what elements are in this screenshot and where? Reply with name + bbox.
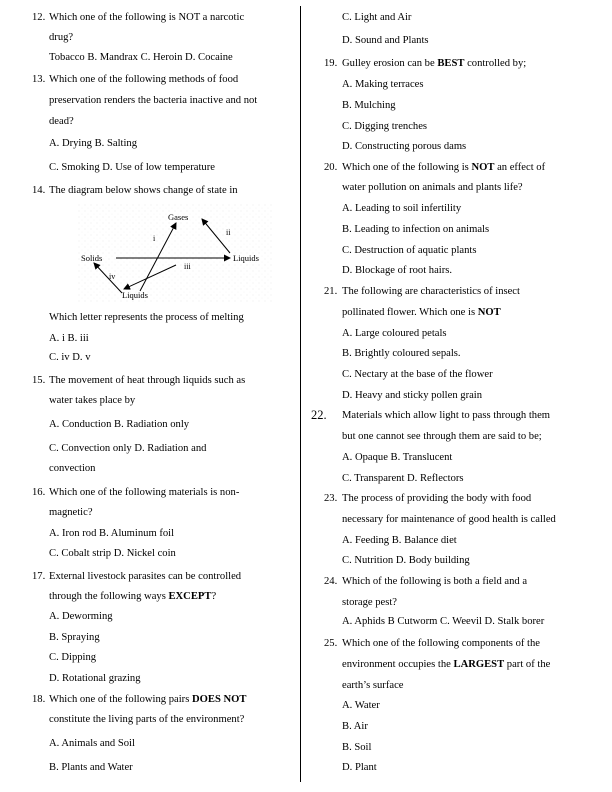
- text-run: an effect of: [494, 161, 546, 173]
- text-run: through the following ways: [49, 590, 169, 602]
- question-number: 16.: [32, 486, 46, 498]
- text-run: Which one of the following components of the: [342, 637, 540, 649]
- answer-option: [342, 554, 470, 567]
- answer-option: [342, 140, 466, 153]
- answer-option: [49, 137, 137, 150]
- answer-option: [49, 672, 141, 685]
- text-run: C. Convection only D. Radiation and: [49, 442, 207, 454]
- text-run: drug?: [49, 31, 74, 43]
- text-run: necessary for maintenance of good health is called: [342, 513, 556, 525]
- question-stem-line: [49, 31, 73, 44]
- emphasis-text: NOT: [477, 306, 501, 318]
- text-run: B. Mulching: [342, 99, 396, 111]
- label-arrow-ii: ii: [226, 228, 231, 237]
- question-stem-line: [49, 486, 239, 499]
- answer-option: [49, 161, 215, 174]
- answer-option: [342, 534, 457, 547]
- text-run: B. Air: [342, 720, 368, 732]
- question-number: 22.: [311, 407, 327, 422]
- text-run: C. Dipping: [49, 651, 97, 663]
- text-run: ?: [211, 590, 217, 602]
- text-run: A. Feeding B. Balance diet: [342, 534, 457, 546]
- answer-option: [49, 418, 189, 431]
- label-gases: Gases: [168, 212, 189, 222]
- text-run: water takes place by: [49, 394, 136, 406]
- question-stem-line: [342, 161, 545, 174]
- text-run: B. Leading to infection on animals: [342, 223, 490, 235]
- text-run: dead?: [49, 115, 74, 127]
- answer-option: [342, 202, 461, 215]
- text-run: A. Making terraces: [342, 78, 424, 90]
- text-run: B. Soil: [342, 741, 372, 753]
- answer-option: [342, 741, 371, 754]
- answer-option: [342, 451, 452, 464]
- label-solids: Solids: [81, 253, 103, 263]
- emphasis-text: EXCEPT: [168, 590, 212, 602]
- label-arrow-i: i: [153, 234, 156, 243]
- emphasis-text: BEST: [437, 57, 465, 69]
- text-run: Which one of the following is: [342, 161, 472, 173]
- question-stem-line: [49, 73, 238, 86]
- text-run: The following are characteristics of insect: [342, 285, 520, 297]
- text-run: A. Opaque B. Translucent: [342, 451, 453, 463]
- answer-option: [49, 332, 89, 345]
- text-run: Which one of the following pairs: [49, 693, 192, 705]
- text-run: D. Sound and Plants: [342, 34, 429, 46]
- label-liquids-right: Liquids: [233, 253, 259, 263]
- text-run: A. Water: [342, 699, 380, 711]
- question-number: 18.: [32, 693, 46, 705]
- text-run: C. Transparent D. Reflectors: [342, 472, 464, 484]
- label-arrow-iii: iii: [184, 262, 191, 271]
- question-stem-line: [49, 506, 93, 519]
- question-stem-line: [49, 311, 244, 324]
- question-number: 20.: [324, 161, 338, 173]
- label-arrow-iv: iv: [109, 272, 116, 281]
- answer-option: [49, 442, 206, 455]
- question-stem-line: [342, 596, 397, 609]
- text-run: A. Deworming: [49, 610, 113, 622]
- label-liquids-bottom: Liquids: [122, 290, 148, 300]
- text-run: Which of the following is both a field and a: [342, 575, 528, 587]
- question-stem-line: [49, 11, 244, 24]
- question-number: 23.: [324, 492, 338, 504]
- answer-option: [49, 351, 91, 364]
- text-run: D. Blockage of root hairs.: [342, 264, 453, 276]
- states-of-matter-diagram: [78, 203, 272, 303]
- text-run: Which letter represents the process of melting: [49, 311, 244, 323]
- question-stem-line: [342, 658, 550, 671]
- question-stem-line: [49, 94, 257, 107]
- question-stem-line: [342, 430, 542, 443]
- text-run: A. Leading to soil infertility: [342, 202, 462, 214]
- text-run: C. Smoking D. Use of low temperature: [49, 161, 215, 173]
- emphasis-text: DOES NOT: [191, 693, 247, 705]
- text-run: A. Aphids B Cutworm C. Weevil D. Stalk borer: [342, 615, 545, 627]
- answer-option: [342, 34, 429, 47]
- text-run: C. Nectary at the base of the flower: [342, 368, 493, 380]
- answer-option: [342, 368, 493, 381]
- question-stem-line: [49, 394, 135, 407]
- question-stem-line: [49, 693, 246, 706]
- answer-option: [49, 51, 233, 64]
- question-stem-line: [342, 637, 540, 650]
- question-stem-line: [342, 181, 523, 194]
- text-run: earth’s surface: [342, 679, 404, 691]
- question-number: 15.: [32, 374, 46, 386]
- text-run: but one cannot see through them are said to be;: [342, 430, 542, 442]
- text-run: D. Plant: [342, 761, 377, 773]
- text-run: environment occupies the: [342, 658, 454, 670]
- text-run: controlled by;: [464, 57, 527, 69]
- text-run: A. Large coloured petals: [342, 327, 447, 339]
- question-stem-line: [342, 575, 527, 588]
- answer-option: [49, 462, 95, 475]
- answer-option: [49, 547, 176, 560]
- text-run: B. Brightly coloured sepals.: [342, 347, 461, 359]
- text-run: External livestock parasites can be controlled: [49, 570, 242, 582]
- question-stem-line: [49, 570, 241, 583]
- text-run: Which one of the following is NOT a narcotic: [49, 11, 245, 23]
- text-run: preservation renders the bacteria inactive and not: [49, 94, 258, 106]
- question-stem-line: [342, 513, 556, 526]
- question-stem-line: [342, 285, 520, 298]
- question-number: 19.: [324, 57, 338, 69]
- text-run: A. Drying B. Salting: [49, 137, 137, 149]
- question-number: 24.: [324, 575, 338, 587]
- answer-option: [342, 472, 464, 485]
- answer-option: [342, 244, 476, 257]
- answer-option: [49, 527, 174, 540]
- text-run: A. i B. iii: [49, 332, 89, 344]
- answer-option: [342, 389, 482, 402]
- column-divider: [300, 6, 301, 782]
- text-run: constitute the living parts of the environment?: [49, 713, 245, 725]
- question-stem-line: [342, 492, 531, 505]
- answer-option: [342, 347, 461, 360]
- text-run: D. Constructing porous dams: [342, 140, 467, 152]
- answer-option: [342, 761, 377, 774]
- text-run: C. iv D. v: [49, 351, 91, 363]
- answer-option: [342, 78, 423, 91]
- answer-option: [342, 120, 427, 133]
- answer-option: [342, 327, 447, 340]
- answer-option: [342, 223, 489, 236]
- text-run: D. Rotational grazing: [49, 672, 141, 684]
- text-run: pollinated flower. Which one is: [342, 306, 478, 318]
- text-run: B. Spraying: [49, 631, 100, 643]
- answer-option: [342, 264, 452, 277]
- text-run: C. Cobalt strip D. Nickel coin: [49, 547, 176, 559]
- answer-option: [342, 99, 396, 112]
- question-stem-line: [49, 374, 245, 387]
- text-run: Gulley erosion can be: [342, 57, 438, 69]
- answer-option: [49, 610, 113, 623]
- text-run: A. Iron rod B. Aluminum foil: [49, 527, 175, 539]
- answer-option: [49, 651, 96, 664]
- emphasis-text: NOT: [471, 161, 495, 173]
- question-stem-line: [49, 184, 238, 197]
- text-run: The process of providing the body with food: [342, 492, 532, 504]
- text-run: part of the: [504, 658, 551, 670]
- text-run: B. Plants and Water: [49, 761, 133, 773]
- text-run: water pollution on animals and plants life?: [342, 181, 523, 193]
- question-stem-line: [342, 306, 501, 319]
- answer-option: [342, 615, 544, 628]
- answer-option: [342, 11, 411, 24]
- question-number: 25.: [324, 637, 338, 649]
- question-stem-line: [49, 115, 74, 128]
- question-number: 17.: [32, 570, 46, 582]
- text-run: convection: [49, 462, 96, 474]
- answer-option: [49, 737, 135, 750]
- answer-option: [49, 631, 100, 644]
- text-run: C. Nutrition D. Body building: [342, 554, 470, 566]
- text-run: C. Light and Air: [342, 11, 412, 23]
- question-stem-line: [49, 590, 216, 603]
- question-number: 12.: [32, 11, 46, 23]
- text-run: magnetic?: [49, 506, 93, 518]
- question-stem-line: [342, 57, 526, 70]
- text-run: A. Conduction B. Radiation only: [49, 418, 190, 430]
- text-run: Which one of the following methods of food: [49, 73, 239, 85]
- emphasis-text: LARGEST: [453, 658, 505, 670]
- question-stem-line: [49, 713, 244, 726]
- text-run: The diagram below shows change of state in: [49, 184, 238, 196]
- question-number: 13.: [32, 73, 46, 85]
- text-run: The movement of heat through liquids such as: [49, 374, 246, 386]
- question-stem-line: [342, 409, 550, 422]
- answer-option: [342, 720, 368, 733]
- answer-option: [342, 699, 380, 712]
- text-run: C. Destruction of aquatic plants: [342, 244, 477, 256]
- text-run: Which one of the following materials is non-: [49, 486, 240, 498]
- text-run: Tobacco B. Mandrax C. Heroin D. Cocaine: [49, 51, 233, 63]
- text-run: storage pest?: [342, 596, 398, 608]
- text-run: D. Heavy and sticky pollen grain: [342, 389, 483, 401]
- question-stem-line: [342, 679, 403, 692]
- text-run: C. Digging trenches: [342, 120, 428, 132]
- question-number: 21.: [324, 285, 338, 297]
- question-number: 14.: [32, 184, 46, 196]
- text-run: Materials which allow light to pass through them: [342, 409, 551, 421]
- text-run: A. Animals and Soil: [49, 737, 135, 749]
- answer-option: [49, 761, 133, 774]
